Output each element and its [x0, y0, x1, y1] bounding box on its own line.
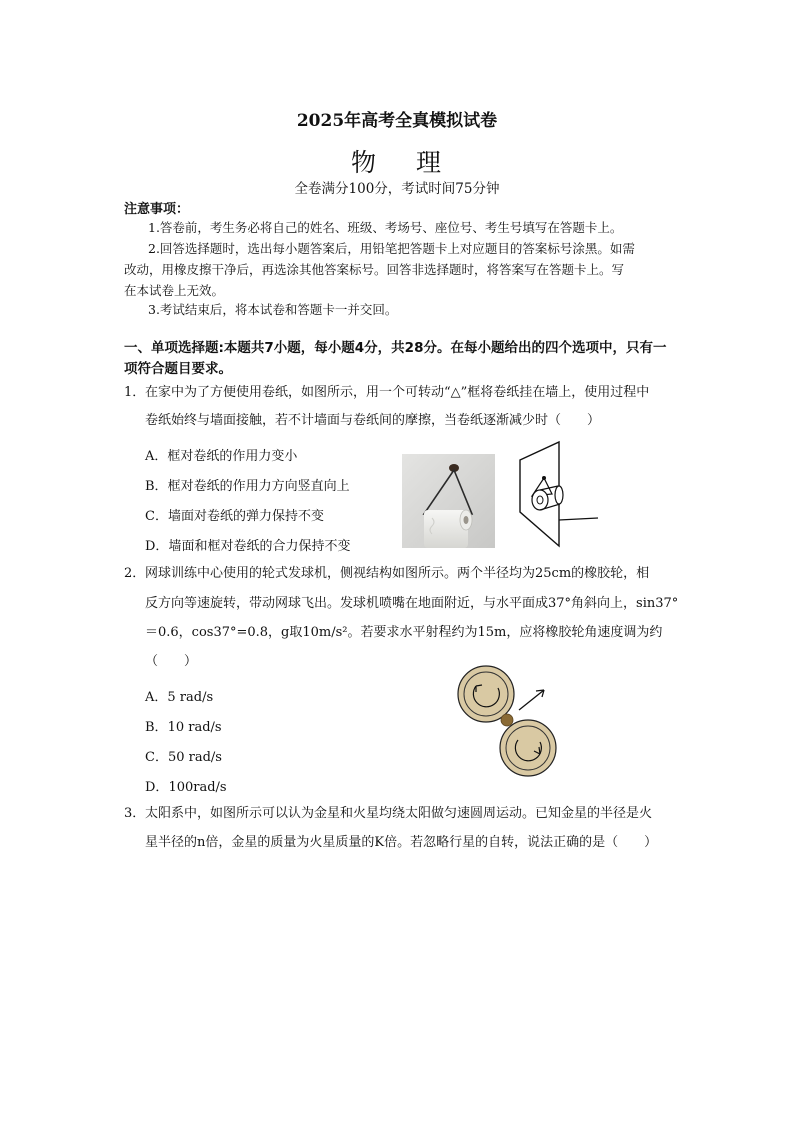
q1-stem-line-2: 卷纸始终与墙面接触，若不计墙面与卷纸间的摩擦，当卷纸逐渐减少时（ ） — [145, 413, 601, 428]
q2-stem-line-3: ＝0.6，cos37°=0.8，g取10m/s²。若要求水平射程约为15m，应将橡胶轮角速度调为约 — [145, 625, 663, 640]
option-letter: D． — [145, 780, 169, 795]
option-letter: B． — [145, 479, 168, 494]
option-letter: C． — [145, 750, 168, 765]
option-text: 墙面对卷纸的弹力保持不变 — [167, 509, 324, 524]
q1-option-d[interactable] — [145, 535, 350, 554]
option-text: 100rad/s — [168, 780, 227, 795]
exam-title: 2025年高考全真模拟试卷 — [296, 111, 498, 131]
option-letter: D． — [145, 539, 169, 554]
toilet-paper-photo — [402, 454, 495, 548]
option-letter: B． — [145, 720, 168, 735]
q3-stem-line-2: 星半径的n倍，金星的质量为火星质量的K倍。若忽略行星的自转，说法正确的是（ ） — [145, 835, 658, 850]
q2-option-c[interactable] — [145, 746, 222, 765]
option-letter: C． — [145, 509, 168, 524]
notice-heading: 注意事项： — [124, 202, 190, 217]
option-text: 框对卷纸的作用力变小 — [167, 449, 298, 464]
q1-stem-line-1: 在家中为了方便使用卷纸，如图所示，用一个可转动“△”框将卷纸挂在墙上，使用过程中 — [145, 385, 650, 400]
notice-item-2-line-2: 改动，用橡皮擦干净后，再选涂其他答案标号。回答非选择题时，将答案写在答题卡上。写 — [124, 262, 625, 277]
notice-item-3: 3.考试结束后，将本试卷和答题卡一并交回。 — [148, 302, 398, 317]
section-heading — [124, 338, 676, 380]
ball-machine-diagram — [456, 664, 566, 778]
section-heading-line-1: 一、单项选择题:本题共7小题，每小题4分，共28分。在每小题给出的四个选项中，只有一 — [124, 340, 667, 356]
q3-stem-line-1: 太阳系中，如图所示可以认为金星和火星均绕太阳做匀速圆周运动。已知金星的半径是火 — [145, 806, 653, 821]
q2-option-a[interactable] — [145, 686, 213, 705]
option-text: 框对卷纸的作用力方向竖直向上 — [167, 479, 350, 494]
score-line: 全卷满分100分，考试时间75分钟 — [294, 181, 500, 197]
q2-stem-line-1: 网球训练中心使用的轮式发球机，侧视结构如图所示。两个半径均为25cm的橡胶轮，相 — [145, 566, 650, 581]
q1-number: 1． — [124, 385, 146, 400]
subject-char-1: 物 — [350, 148, 378, 177]
q1-option-a[interactable] — [145, 445, 297, 464]
option-text: 5 rad/s — [167, 690, 214, 705]
notice-item-2-line-1: 2.回答选择题时，选出每小题答案后，用铅笔把答题卡上对应题目的答案标号涂黑。如需 — [148, 241, 635, 256]
holder-line-diagram — [514, 438, 600, 548]
option-text: 50 rad/s — [167, 750, 222, 765]
q2-stem-line-2: 反方向等速旋转，带动网球飞出。发球机喷嘴在地面附近，与水平面成37°角斜向上，sin37° — [145, 596, 679, 611]
notice-item-1: 1.答卷前，考生务必将自己的姓名、班级、考场号、座位号、考生号填写在答题卡上。 — [148, 220, 623, 235]
q2-number: 2． — [124, 566, 146, 581]
section-heading-line-2: 项符合题目要求。 — [124, 361, 232, 377]
q2-stem-line-4: （ ） — [145, 654, 198, 669]
subject-title — [0, 143, 794, 179]
q1-option-b[interactable] — [145, 475, 350, 494]
option-text: 10 rad/s — [167, 720, 222, 735]
option-letter: A． — [145, 690, 168, 705]
q2-option-b[interactable] — [145, 716, 222, 735]
q2-option-d[interactable] — [145, 776, 227, 795]
notice-item-2-line-3: 在本试卷上无效。 — [124, 283, 225, 298]
option-text: 墙面和框对卷纸的合力保持不变 — [168, 539, 351, 554]
q1-option-c[interactable] — [145, 505, 324, 524]
option-letter: A． — [145, 449, 168, 464]
q3-number: 3． — [124, 806, 146, 821]
subject-char-2: 理 — [416, 148, 444, 177]
